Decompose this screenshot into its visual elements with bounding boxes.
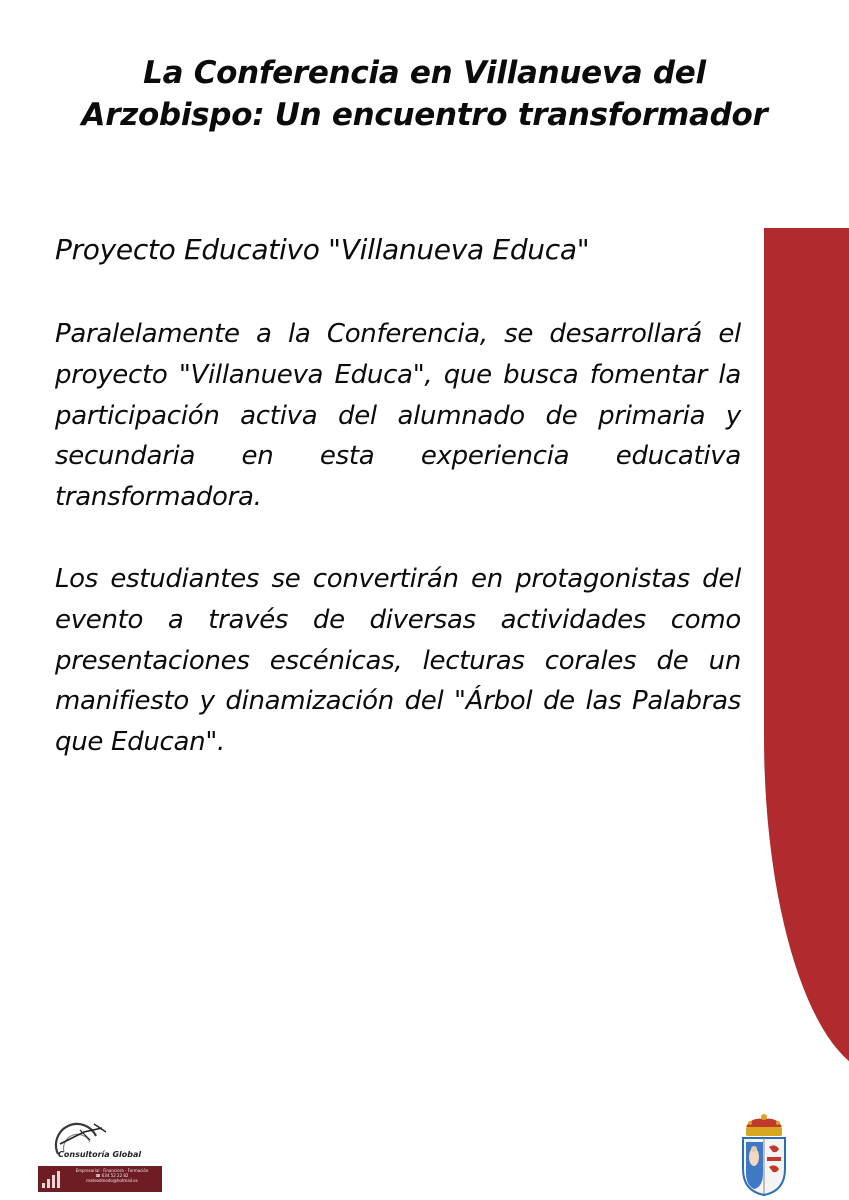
consultoria-global-logo xyxy=(38,1122,164,1194)
coat-of-arms-icon xyxy=(737,1113,791,1197)
title-line-2: Arzobispo: Un encuentro transformador xyxy=(81,97,768,133)
logo-tagline-line: Empresarial · Financiera · Formación xyxy=(75,1168,149,1173)
paragraph-1: Paralelamente a la Conferencia, se desarrollará el proyecto "Villanueva Educa", que busca fomentar la participación activa del alumnado de primaria y secundaria en esta experiencia educativa transformadora. xyxy=(55,319,741,513)
logo-tagline xyxy=(64,1168,160,1183)
red-decorative-band xyxy=(764,228,849,1076)
page-title xyxy=(20,52,829,136)
title-line-1: La Conferencia en Villanueva del xyxy=(143,55,706,91)
section-subtitle: Proyecto Educativo "Villanueva Educa" xyxy=(55,233,590,266)
bar-chart-icon xyxy=(40,1169,62,1189)
paragraph-2: Los estudiantes se convertirán en protagonistas del evento a través de diversas actividades como presentaciones escénicas, lecturas corales de un manifiesto y dinamización del "Árbol de las Palabras que Educan". xyxy=(55,563,741,758)
logo-company-name: Consultoría Global xyxy=(58,1150,142,1159)
logo-info-bar xyxy=(38,1166,162,1192)
logo-tagline-line: ☎ 634 52 22 82 xyxy=(95,1173,129,1178)
logo-tagline-line: mateodmedo@hotmail.es xyxy=(86,1178,138,1183)
document-body xyxy=(55,228,741,763)
